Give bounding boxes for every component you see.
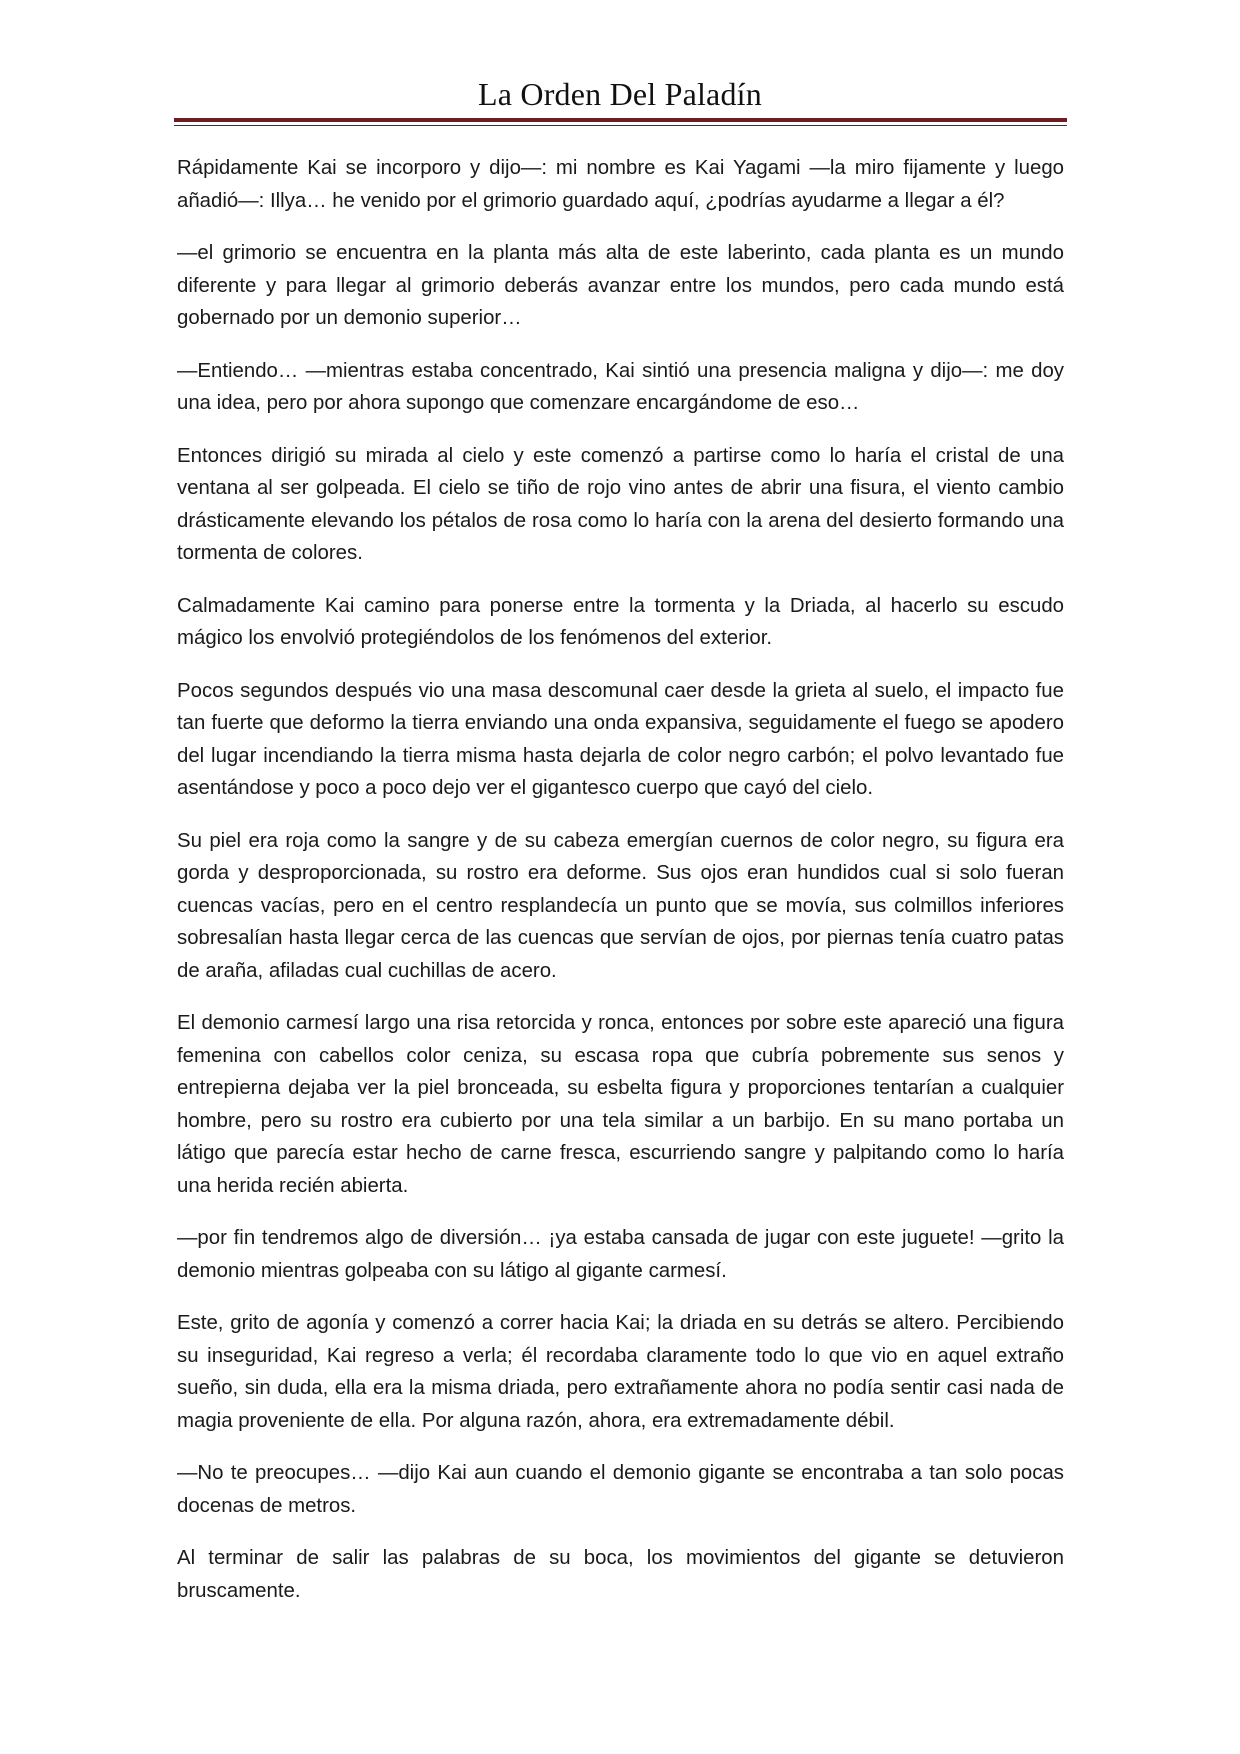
paragraph-10: Este, grito de agonía y comenzó a correr hacia Kai; la driada en su detrás se altero. Percibiendo su inseguridad, Kai regreso a verla; él recordaba claramente todo lo que vio en aquel extraño sueño, sin duda, ella era la misma driada, pero extrañamente ahora no podía sentir casi nada de magia proveniente de ella. Por alguna razón, ahora, era extremadamente débil. — [177, 1312, 1064, 1432]
paragraph-8: El demonio carmesí largo una risa retorcida y ronca, entonces por sobre este apareció una figura femenina con cabellos color ceniza, su escasa ropa que cubría pobremente sus senos y entrepierna dejaba ver la piel bronceada, su esbelta figura y proporciones tentarían a cualquier hombre, pero su rostro era cubierto por una tela similar a un barbijo. En su mano portaba un látigo que parecía estar hecho de carne fresca, escurriendo sangre y palpitando como lo haría una herida recién abierta. — [177, 1012, 1064, 1197]
paragraph-5: Calmadamente Kai camino para ponerse entre la tormenta y la Driada, al hacerlo su escudo mágico los envolvió protegiéndolos de los fenómenos del exterior. — [177, 594, 1064, 649]
paragraph-6: Pocos segundos después vio una masa descomunal caer desde la grieta al suelo, el impacto fue tan fuerte que deformo la tierra enviando una onda expansiva, seguidamente el fuego se apodero del lugar incendiando la tierra misma hasta dejarla de color negro carbón; el polvo levantado fue asentándose y poco a poco dejo ver el gigantesco cuerpo que cayó del cielo. — [177, 679, 1064, 799]
paragraph-2: —el grimorio se encuentra en la planta más alta de este laberinto, cada planta es un mundo diferente y para llegar al grimorio deberás avanzar entre los mundos, pero cada mundo está gobernado por un demonio superior… — [177, 242, 1064, 329]
paragraph-9: —por fin tendremos algo de diversión… ¡ya estaba cansada de jugar con este juguete! —grito la demonio mientras golpeaba con su látigo al gigante carmesí. — [177, 1227, 1064, 1282]
body-text — [177, 152, 1064, 1627]
paragraph-7: Su piel era roja como la sangre y de su cabeza emergían cuernos de color negro, su figura era gorda y desproporcionada, su rostro era deforme. Sus ojos eran hundidos cual si solo fueran cuencas vacías, pero en el centro resplandecía un punto que se movía, sus colmillos inferiores sobresalían hasta llegar cerca de las cuencas que servían de ojos, por piernas tenía cuatro patas de araña, afiladas cual cuchillas de acero. — [177, 829, 1064, 982]
paragraph-11: —No te preocupes… —dijo Kai aun cuando el demonio gigante se encontraba a tan solo pocas docenas de metros. — [177, 1462, 1064, 1517]
header-rule-thin — [174, 125, 1067, 126]
paragraph-1: Rápidamente Kai se incorporo y dijo—: mi nombre es Kai Yagami —la miro fijamente y luego añadió—: Illya… he venido por el grimorio guardado aquí, ¿podrías ayudarme a llegar a él? — [177, 157, 1064, 212]
header-rule-thick — [174, 118, 1067, 122]
paragraph-4: Entonces dirigió su mirada al cielo y este comenzó a partirse como lo haría el cristal de una ventana al ser golpeada. El cielo se tiño de rojo vino antes de abrir una fisura, el viento cambio drásticamente elevando los pétalos de rosa como lo haría con la arena del desierto formando una tormenta de colores. — [177, 444, 1064, 564]
paragraph-12: Al terminar de salir las palabras de su boca, los movimientos del gigante se detuvieron bruscamente. — [177, 1547, 1064, 1602]
paragraph-3: —Entiendo… —mientras estaba concentrado, Kai sintió una presencia maligna y dijo—: me doy una idea, pero por ahora supongo que comenzare encargándome de eso… — [177, 359, 1064, 414]
page-header-title: La Orden Del Paladín — [478, 76, 762, 112]
